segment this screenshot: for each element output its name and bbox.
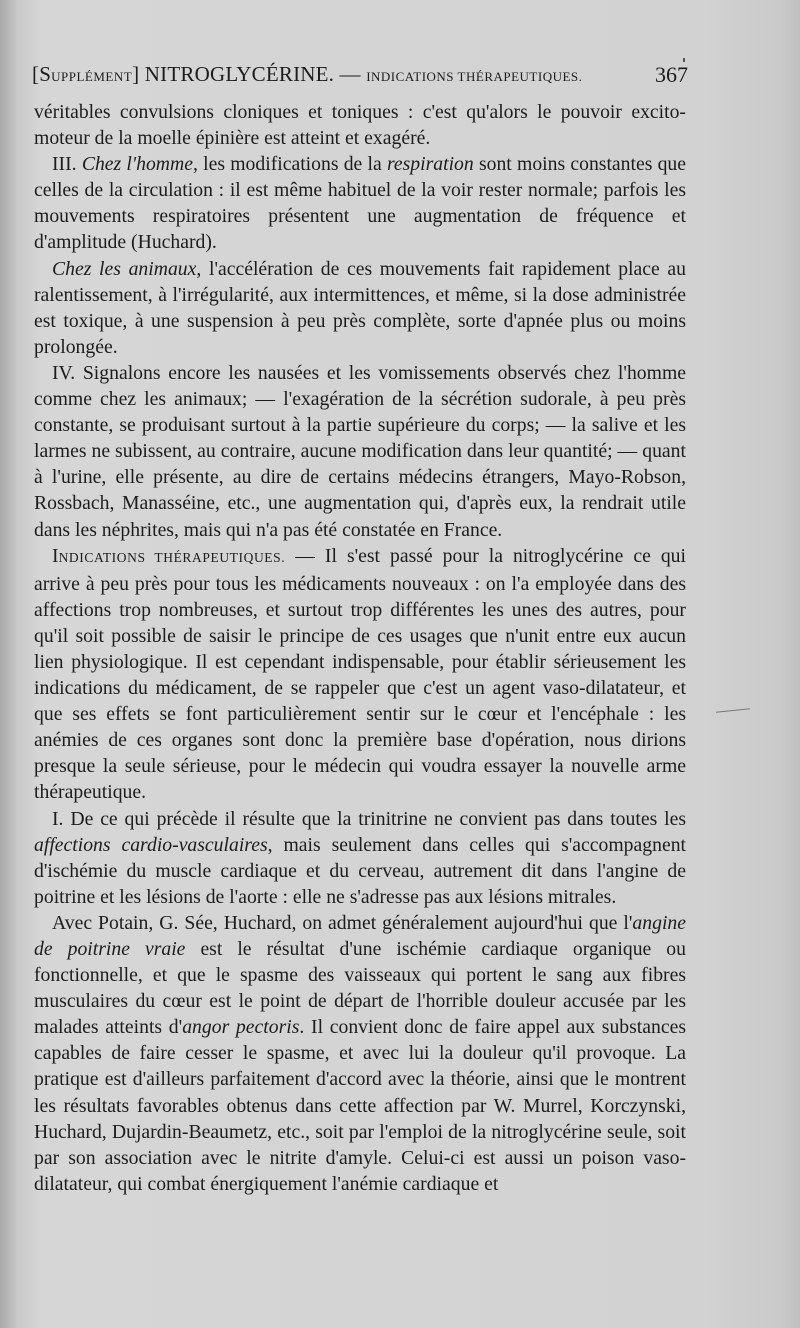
p5-small-caps: NDICATIONS THÉRAPEUTIQUES. bbox=[58, 549, 286, 565]
header-subtitle: INDICATIONS THÉRAPEUTIQUES. bbox=[366, 69, 583, 84]
section-label: UPPLÉMENT bbox=[51, 69, 133, 84]
bracket-open: [ bbox=[32, 62, 40, 86]
header-title: NITROGLYCÉRINE. — bbox=[139, 62, 367, 86]
p6-text-a: I. De ce qui précède il résulte que la trinitrine ne convient pas dans toutes les bbox=[52, 807, 686, 830]
p5-text: — Il s'est passé pour la nitroglycérine ce qui arrive à peu près pour tous les médicaments nouveaux : on l'a employée dans des affections trop nombreuses, et surtout trop différentes les unes des autres, pour qu'il soit possible de saisir le principe de ces usages que n'unit entre eux aucun lien physiologique. Il est cependant indispensable, pour établir sérieusement les indications du médicament, de se rappeler que c'est un agent vaso-dilatateur, et que ses effets se font particulièrement sentir sur le cœur et l'encéphale : les anémies de ces organes sont donc la première base d'opération, nous dirions presque la seule sérieuse, pour le médecin qui voudra essayer la nouvelle arme thérapeutique. bbox=[34, 544, 686, 804]
paragraph-5 bbox=[34, 543, 686, 806]
body-text bbox=[34, 99, 686, 1197]
paragraph-1: véritables convulsions cloniques et toniques : c'est qu'alors le pouvoir excito-moteur de la moelle épinière est atteint et exagéré. bbox=[34, 101, 686, 150]
paragraph-4: IV. Signalons encore les nausées et les vomissements observés chez l'homme comme chez les animaux; — l'exagération de la sécrétion sudorale, à peu près constante, se produisant surtout à la partie supérieure du corps; — la salive et les larmes ne subissent, au contraire, aucune modification dans leur quantité; — quant à l'urine, elle présente, au dire de certains médecins étrangers, Mayo-Robson, Rossbach, Manasséine, etc., une augmentation qui, d'après eux, la rendrait utile dans les néphrites, mais qui n'a pas été constatée en France. bbox=[34, 361, 686, 541]
p5-initial: I bbox=[52, 544, 59, 567]
running-title bbox=[32, 62, 582, 87]
p6-text-b: , mais seulement dans celles qui s'accompagnent d'ischémie du muscle cardiaque et du cerveau, autrement dit dans l'angine de poitrine et les lésions de l'aorte : elle ne s'adresse pas aux lésions mitrales. bbox=[34, 833, 687, 908]
paragraph-6 bbox=[34, 806, 686, 910]
paragraph-7 bbox=[34, 910, 686, 1197]
p2-text-b: , les modifications de la bbox=[192, 153, 387, 176]
p2-italic-2: respiration bbox=[386, 153, 474, 176]
page-number: 367 bbox=[655, 62, 688, 87]
bracket-close: ] bbox=[132, 62, 140, 86]
p6-italic: affections cardio-vasculaires bbox=[34, 833, 268, 856]
p2-italic-1: Chez l'homme bbox=[81, 153, 193, 176]
paragraph-3 bbox=[34, 256, 686, 360]
p7-text-c: . Il convient donc de faire appel aux substances capables de faire cesser le spasme, et avec lui la douleur qu'il provoque. La pratique est d'ailleurs parfaitement d'accord avec la théorie, ainsi que le montrent les résultats favorables obtenus dans cette affection par W. Murrel, Korczynski, Huchard, Dujardin-Beaumetz, etc., soit par l'emploi de la nitroglycérine seule, soit par son association avec le nitrite d'amyle. Celui-ci est aussi un poison vaso-dilatateur, qui combat énergiquement l'anémie cardiaque et bbox=[34, 1016, 686, 1195]
p2-text-c: sont moins constantes que celles de la circulation : il est même habituel de la voir rester normale; parfois les mouvements respiratoires présentent une augmentation de fréquence et d'amplitude (Huchard). bbox=[34, 153, 687, 254]
margin-pencil-mark bbox=[716, 708, 750, 713]
p7-text-b: est le résultat d'une ischémie cardiaque organique ou fonctionnelle, et que le spasme des vaisseaux qui portent le sang aux fibres musculaires du cœur est le point de départ de l'horrible douleur accusée par les malades atteints d' bbox=[34, 938, 686, 1039]
paragraph-2 bbox=[34, 151, 686, 255]
p7-text-a: Avec Potain, G. Sée, Huchard, on admet généralement aujourd'hui que l' bbox=[52, 911, 633, 934]
p7-italic-1: angine de poitrine vraie bbox=[34, 911, 686, 960]
p7-italic-2: angor pectoris bbox=[182, 1016, 300, 1039]
running-header bbox=[32, 62, 688, 92]
p3-text: , l'accélération de ces mouvements fait rapidement place au ralentissement, à l'irrégularité, aux intermittences, et même, si la dose administrée est toxique, à une suspension à peu près complète, sorte d'apnée plus ou moins prolongée. bbox=[34, 257, 686, 358]
p2-text-a: III. bbox=[52, 153, 82, 176]
p3-italic: Chez les animaux bbox=[52, 257, 197, 280]
section-initial: S bbox=[39, 62, 52, 86]
